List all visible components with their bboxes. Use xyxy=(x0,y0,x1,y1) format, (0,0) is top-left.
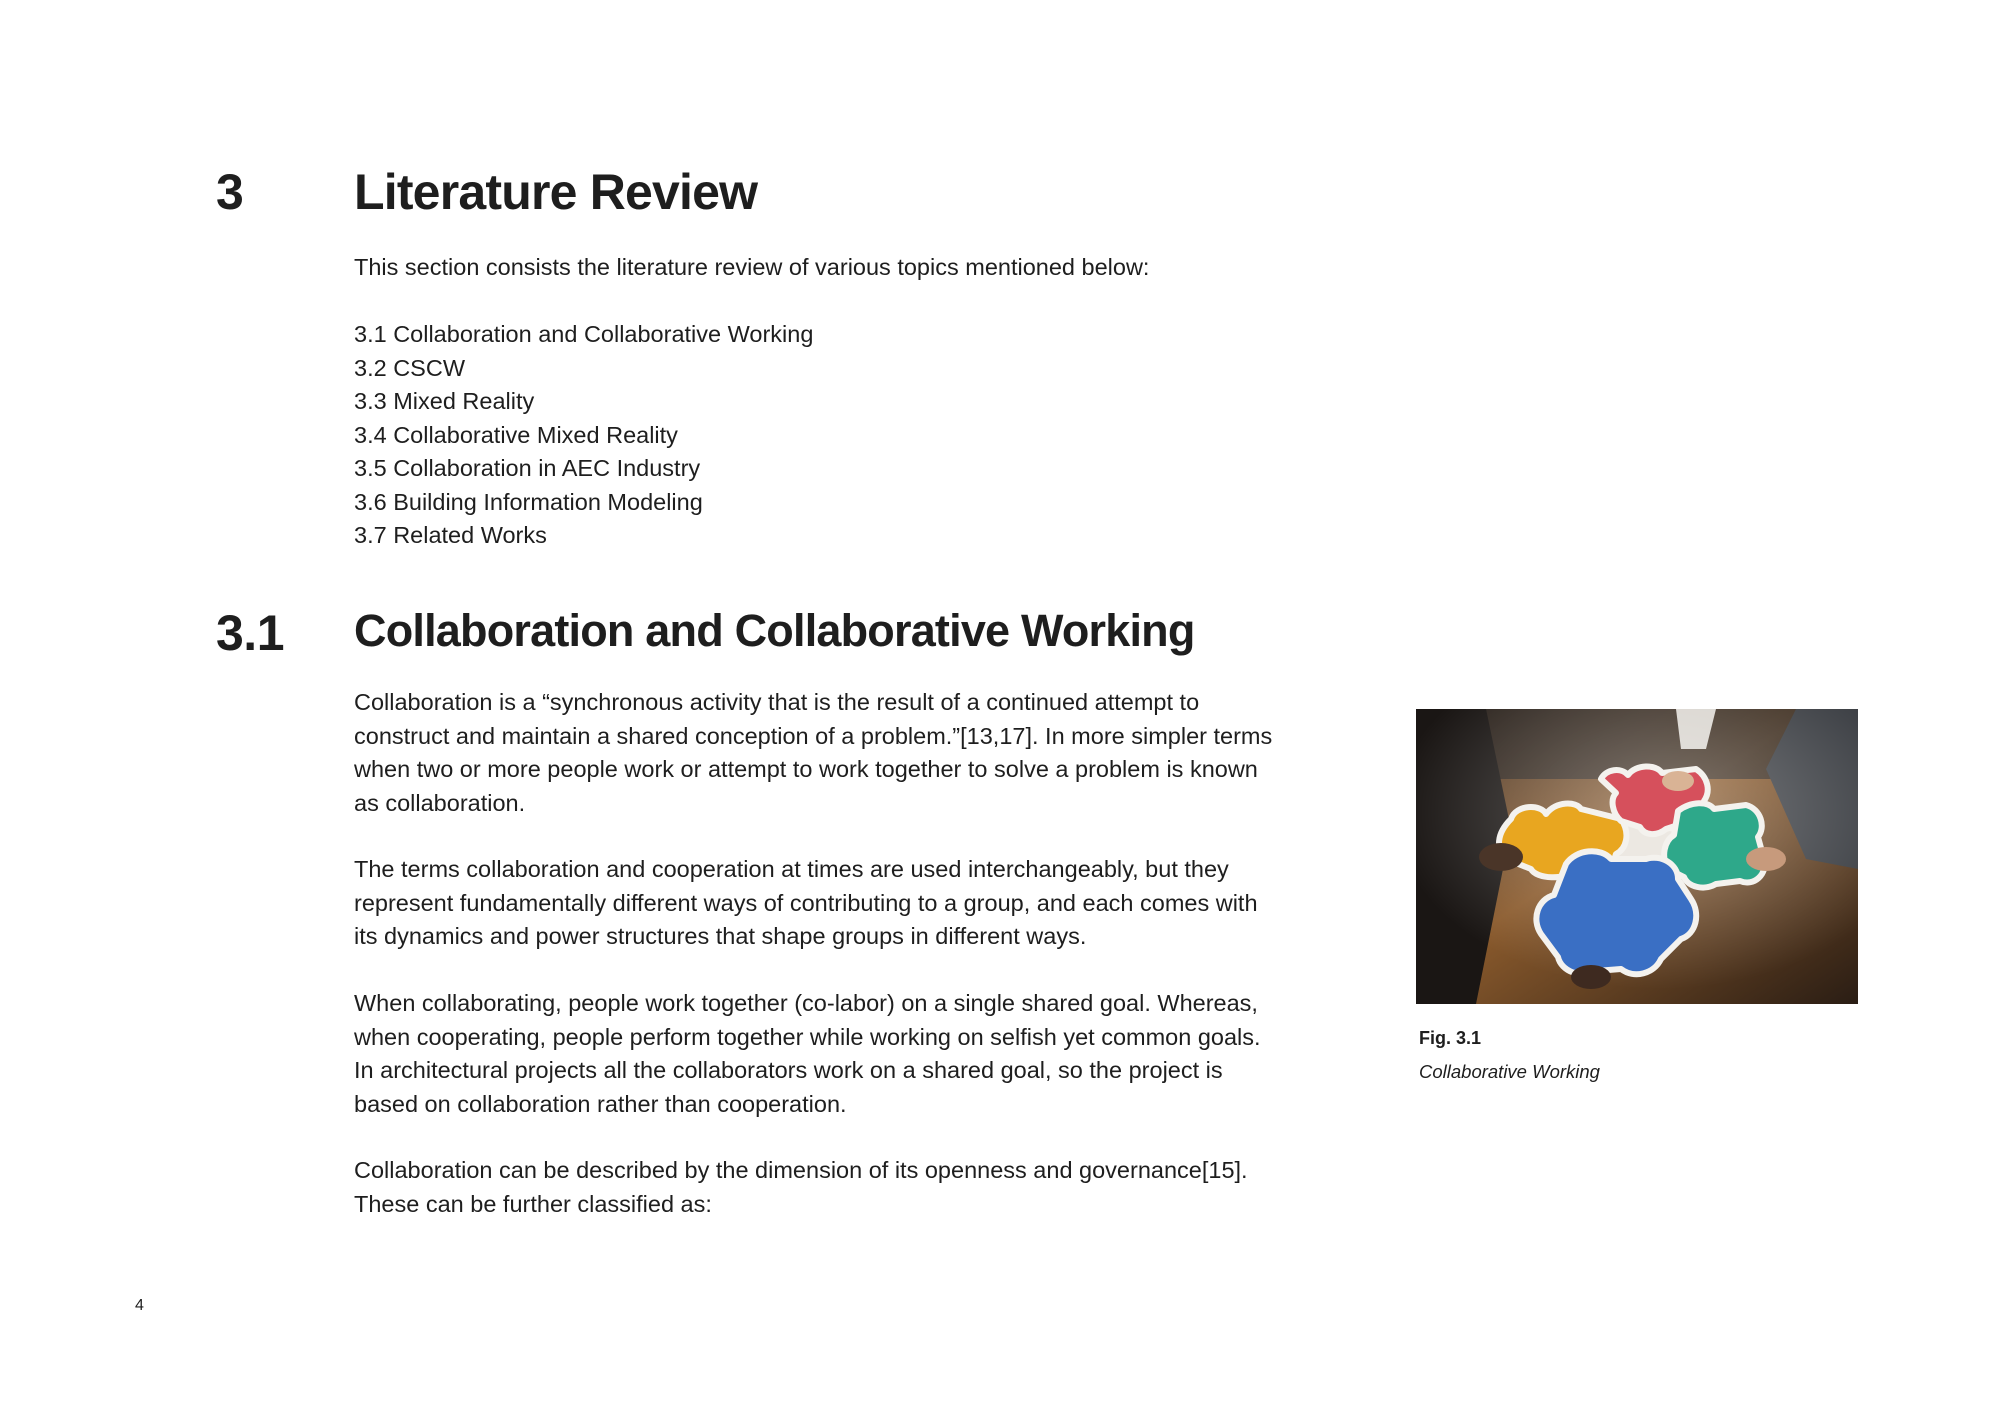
intro-text: This section consists the literature review of various topics mentioned below: xyxy=(354,254,1150,280)
chapter-number: 3 xyxy=(216,164,244,220)
topic-item: 3.3 Mixed Reality xyxy=(354,388,535,414)
figure-label: Fig. 3.1 xyxy=(1419,1028,1482,1048)
text-line: These can be further classified as: xyxy=(354,1190,712,1217)
figure-caption: Collaborative Working xyxy=(1419,1061,1600,1082)
hand-bottom xyxy=(1571,965,1611,989)
topic-item: 3.7 Related Works xyxy=(354,522,547,548)
section-number: 3.1 xyxy=(216,605,285,661)
paragraph-collaboration-vs-cooperation xyxy=(354,853,1258,954)
paragraph-shared-goal xyxy=(354,987,1261,1121)
text-line: as collaboration. xyxy=(354,789,526,816)
text-line: when cooperating, people perform together while working on selfish yet common goals. xyxy=(354,1023,1261,1050)
text-line: When collaborating, people work together (co-labor) on a single shared goal. Whereas, xyxy=(354,990,1258,1016)
paragraph-collaboration-definition xyxy=(354,686,1272,820)
text-line: The terms collaboration and cooperation at times are used interchangeably, but they xyxy=(354,856,1229,882)
topic-item: 3.5 Collaboration in AEC Industry xyxy=(354,455,701,481)
text-line: construct and maintain a shared conception of a problem.”[13,17]. In more simpler terms xyxy=(354,722,1273,749)
topic-item: 3.2 CSCW xyxy=(354,354,465,381)
text-line: its dynamics and power structures that shape groups in different ways. xyxy=(354,923,1087,949)
puzzle-illustration xyxy=(1416,709,1858,1004)
topic-item: 3.6 Building Information Modeling xyxy=(354,488,703,515)
topic-list xyxy=(354,318,813,553)
paragraph-openness-governance xyxy=(354,1154,1248,1221)
chapter-title: Literature Review xyxy=(354,164,758,220)
hand-left xyxy=(1479,843,1523,871)
figure-image-puzzle xyxy=(1416,709,1858,1004)
section-title: Collaboration and Collaborative Working xyxy=(354,605,1195,656)
hand-right xyxy=(1746,847,1786,871)
hand-top xyxy=(1662,771,1694,791)
text-line: In architectural projects all the collaborators work on a shared goal, so the project is xyxy=(354,1057,1223,1083)
text-line: Collaboration can be described by the dimension of its openness and governance[15]. xyxy=(354,1157,1248,1183)
page-number: 4 xyxy=(135,1297,144,1314)
text-line: represent fundamentally different ways of contributing to a group, and each comes with xyxy=(354,889,1258,916)
topic-item: 3.1 Collaboration and Collaborative Working xyxy=(354,321,814,347)
text-line: based on collaboration rather than cooperation. xyxy=(354,1090,847,1117)
text-line: Collaboration is a “synchronous activity that is the result of a continued attempt to xyxy=(354,689,1200,715)
text-line: when two or more people work or attempt to work together to solve a problem is known xyxy=(354,756,1258,782)
topic-item: 3.4 Collaborative Mixed Reality xyxy=(354,421,678,448)
